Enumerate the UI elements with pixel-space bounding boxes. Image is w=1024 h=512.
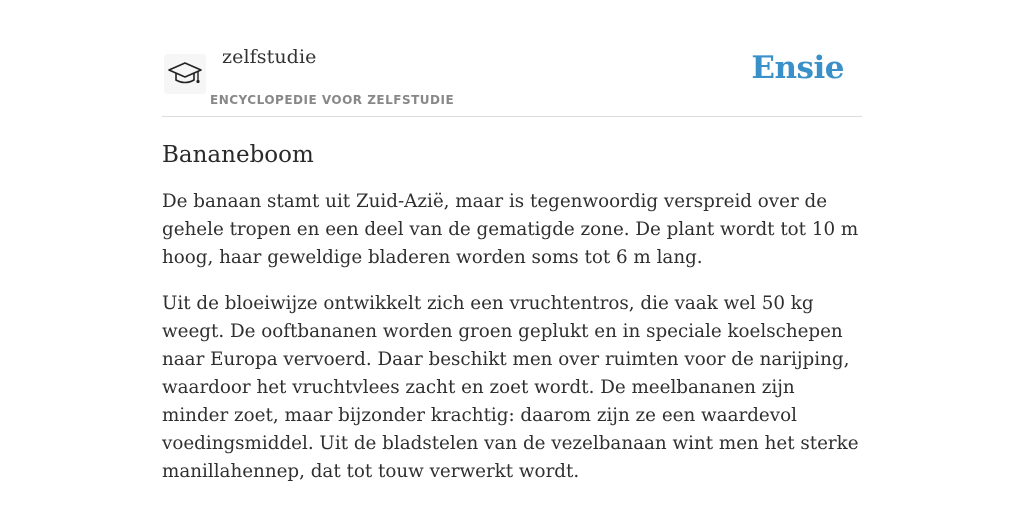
article-paragraph: Uit de bloeiwijze ontwikkelt zich een vruchtentros, die vaak wel 50 kg weegt. De ooftbananen worden groen geplukt en in speciale koelschepen naar Europa vervoerd. Daar beschikt men over ruimten voor de narijping, waardoor het vruchtvlees zacht en zoet wordt. De meelbananen zijn minder zoet, maar bijzonder krachtig: daarom zijn ze een waardevol voedingsmiddel. Uit de bladstelen van de vezelbanaan wint men het sterke manillahennep, dat tot touw verwerkt wordt.: [162, 293, 859, 482]
site-tagline: ENCYCLOPEDIE VOOR ZELFSTUDIE: [210, 93, 455, 107]
article-paragraph: De banaan stamt uit Zuid-Azië, maar is tegenwoordig verspreid over de gehele tropen en een deel van de gematigde zone. De plant wordt tot 10 m hoog, haar geweldige bladeren worden soms tot 6 m lang.: [162, 191, 859, 268]
graduation-cap-icon[interactable]: [164, 54, 206, 94]
article-title: Bananeboom: [162, 142, 314, 168]
article: [162, 138, 862, 504]
ensie-logo-link[interactable]: Ensie: [751, 50, 844, 86]
site-header: [162, 40, 862, 117]
site-name-link[interactable]: zelfstudie: [222, 46, 317, 68]
